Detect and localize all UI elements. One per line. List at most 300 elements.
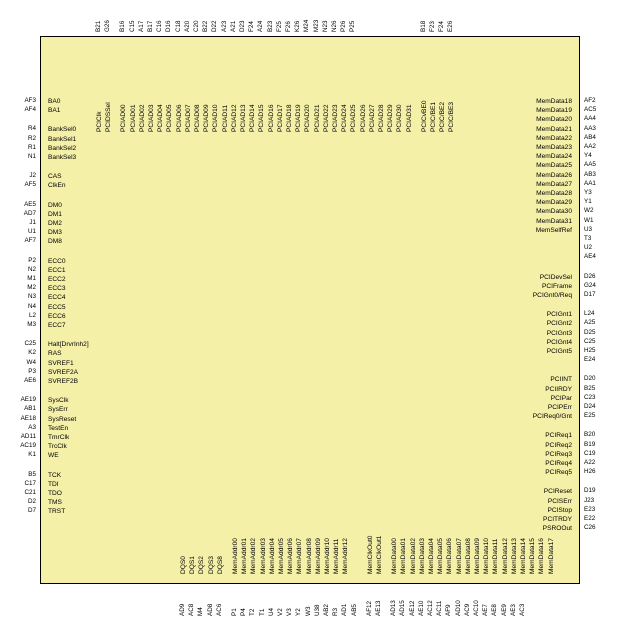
- signal-label: ECC2: [48, 276, 66, 283]
- signal-label: TDI: [48, 480, 59, 488]
- pin-code: B23: [266, 20, 274, 32]
- signal-label: BankSel1: [48, 135, 77, 143]
- pin-code: D19: [584, 487, 596, 495]
- pin-code: AE12: [408, 600, 416, 616]
- signal-label: RAS: [48, 350, 62, 358]
- signal-label: PCIStop: [547, 506, 572, 514]
- pin-code: F23: [429, 21, 436, 32]
- pin-code: AE5: [24, 200, 36, 208]
- pin-code: C15: [128, 20, 136, 32]
- pin-code: AC11: [436, 600, 444, 616]
- pin-code: C19: [584, 449, 596, 457]
- pin-code: AC10: [473, 600, 480, 616]
- signal-label: MemData05: [437, 538, 445, 574]
- pin-code: M23: [312, 19, 320, 32]
- pin-code: U3: [584, 225, 593, 233]
- signal-label: PCIAD02: [138, 104, 146, 132]
- pin-code: B17: [147, 20, 154, 32]
- signal-label: MemData19: [536, 107, 572, 115]
- signal-label: MemSelfRef: [535, 226, 572, 234]
- pin-code: AA2: [584, 143, 596, 150]
- signal-label: MemData29: [536, 199, 572, 207]
- pin-code: AE8: [491, 604, 499, 616]
- signal-label: TMS: [48, 499, 62, 507]
- pin-code: K26: [294, 20, 302, 32]
- signal-label: PCIDSSel: [105, 102, 113, 132]
- signal-label: MemAddr00: [232, 538, 239, 574]
- pin-code: AD11: [20, 433, 36, 440]
- signal-label: ECC1: [48, 266, 66, 274]
- pin-code: B5: [28, 470, 36, 478]
- signal-label: ECC7: [48, 322, 66, 329]
- pin-code: N2: [27, 265, 36, 273]
- pin-code: AF4: [24, 106, 36, 114]
- pin-code: D24: [584, 403, 596, 410]
- signal-label: PCIAD05: [166, 104, 174, 132]
- signal-label: SVREF2B: [48, 378, 79, 385]
- signal-label: MemData08: [464, 538, 472, 574]
- pin-code: AE10: [417, 600, 425, 616]
- signal-label: MemAddr09: [314, 538, 322, 574]
- signal-label: DM3: [48, 229, 62, 237]
- pin-code: AE13: [375, 600, 382, 616]
- pin-code: B20: [584, 431, 596, 439]
- pin-code: C20: [193, 20, 200, 32]
- pin-code: U4: [267, 607, 275, 616]
- signal-label: PCIDevSel: [539, 273, 572, 281]
- signal-label: PCIC/BE3: [448, 101, 456, 132]
- signal-label: BankSel0: [48, 126, 77, 134]
- pin-code: Y4: [584, 152, 592, 160]
- signal-label: MemData12: [501, 538, 509, 574]
- pin-code: M4: [197, 607, 205, 616]
- signal-label: BankSel3: [48, 154, 77, 161]
- signal-label: TRST: [48, 508, 66, 516]
- signal-label: MemData04: [428, 538, 435, 574]
- pin-code: R1: [27, 143, 36, 151]
- signal-label: MemAddr05: [278, 538, 285, 574]
- pin-code: W1: [584, 216, 594, 224]
- signal-label: PCIAD04: [157, 104, 165, 132]
- signal-label: MemData24: [536, 153, 572, 161]
- signal-label: PCIClk: [96, 111, 103, 132]
- pin-code: AE6: [24, 377, 36, 384]
- pin-code: AD7: [23, 209, 36, 217]
- signal-label: PCIIRDY: [545, 385, 572, 393]
- signal-label: TDO: [48, 490, 62, 497]
- pin-code: D20: [584, 375, 596, 383]
- pin-code: AF3: [24, 97, 36, 104]
- pin-code: G24: [584, 281, 596, 289]
- signal-label: MemData17: [547, 538, 555, 574]
- pin-code: A25: [584, 319, 596, 327]
- signal-label: DQS2: [198, 556, 206, 574]
- pin-code: A23: [220, 20, 228, 32]
- pin-code: AB5: [350, 604, 358, 616]
- pin-code: A3: [28, 423, 36, 431]
- pin-code: N26: [331, 20, 338, 32]
- pin-code: N3: [27, 293, 36, 301]
- signal-label: PCISErr: [547, 497, 572, 505]
- signal-label: DM8: [48, 238, 62, 246]
- pin-code: AC9: [463, 603, 471, 616]
- signal-label: TestEn: [48, 424, 69, 432]
- signal-label: PCIAD22: [322, 104, 330, 132]
- pin-code: A20: [183, 20, 191, 32]
- signal-label: MemData30: [536, 208, 572, 216]
- pin-code: C21: [24, 489, 36, 496]
- pin-code: E26: [447, 20, 455, 32]
- signal-label: MemData26: [536, 171, 572, 179]
- pin-code: Y1: [584, 198, 592, 206]
- signal-label: MemData03: [418, 538, 426, 574]
- signal-label: PCICvBE0: [420, 100, 428, 132]
- signal-label: SysErr: [48, 406, 68, 414]
- pin-code: V2: [277, 608, 284, 616]
- pin-code: F25: [275, 21, 283, 32]
- pin-code: AD13: [390, 600, 398, 616]
- pin-code: C17: [24, 479, 36, 487]
- pin-code: AD15: [399, 600, 407, 616]
- signal-label: PCIAD27: [368, 104, 376, 132]
- pin-code: AE18: [20, 414, 36, 422]
- signal-label: DQS8: [216, 556, 224, 574]
- signal-label: PCIAD09: [203, 104, 211, 132]
- signal-label: MemClkOut0: [366, 535, 374, 574]
- pin-code: T3: [584, 235, 592, 242]
- pin-code: E23: [584, 505, 596, 513]
- pin-code: AC8: [188, 603, 196, 616]
- signal-label: MemClkOut1: [376, 535, 383, 574]
- pin-code: H26: [584, 468, 596, 476]
- pin-code: C23: [584, 393, 596, 401]
- signal-label: CAS: [48, 173, 62, 181]
- signal-label: PCIAD19: [295, 104, 303, 132]
- pin-code: C26: [584, 524, 596, 532]
- pin-code: U38: [313, 604, 321, 616]
- pin-code: AE7: [482, 604, 490, 616]
- pin-code: AE9: [500, 604, 508, 616]
- pin-code: AD8: [206, 603, 214, 616]
- signal-label: SVREF2A: [48, 368, 79, 376]
- pin-code: U1: [27, 228, 36, 236]
- pin-code: C25: [24, 340, 36, 348]
- signal-label: PCIGnt5: [546, 348, 572, 355]
- signal-label: MemData20: [536, 116, 572, 124]
- signal-label: PCIAD24: [341, 104, 349, 132]
- pin-code: AC5: [584, 106, 597, 114]
- pin-code: AE4: [584, 253, 596, 261]
- signal-label: MemData07: [455, 538, 463, 574]
- signal-label: MemData14: [520, 538, 527, 574]
- signal-label: ECC3: [48, 285, 66, 293]
- signal-label: PCIAD11: [221, 105, 229, 132]
- pin-code: AE19: [20, 396, 36, 404]
- signal-label: Halt[DrvrInh2]: [48, 341, 89, 349]
- signal-label: PCIAD29: [387, 104, 395, 132]
- signal-label: MemData15: [529, 538, 537, 574]
- signal-label: MemAddr08: [305, 538, 313, 574]
- signal-label: PCIPErr: [547, 404, 572, 411]
- signal-label: PCIAD28: [378, 104, 385, 132]
- pin-code: Y3: [584, 189, 592, 196]
- signal-label: ECC4: [48, 294, 66, 302]
- pin-code: C25: [584, 337, 596, 345]
- pin-code: N23: [321, 20, 329, 32]
- pin-code: K2: [28, 349, 36, 357]
- signal-label: PCIAD12: [230, 104, 238, 132]
- pin-code: F26: [285, 21, 292, 32]
- pin-code: AC3: [519, 603, 526, 616]
- pin-code: B22: [202, 20, 210, 32]
- signal-label: PCIFrame: [541, 282, 572, 290]
- signal-label: PCIAD08: [194, 104, 201, 132]
- signal-label: MemData11: [492, 538, 500, 574]
- signal-label: MemData13: [510, 538, 518, 574]
- pin-code: AF12: [365, 600, 373, 616]
- signal-label: SVREF1: [48, 359, 74, 367]
- signal-label: SysClk: [48, 397, 69, 405]
- pin-code: AA1: [584, 179, 596, 187]
- signal-label: MemData00: [391, 538, 399, 574]
- pin-code: V3: [286, 608, 294, 616]
- signal-label: PCIAD13: [240, 104, 247, 132]
- pin-code: B18: [419, 20, 427, 32]
- pin-code: L24: [584, 310, 595, 318]
- pin-code: AB2: [323, 604, 330, 616]
- pin-code: AD9: [179, 603, 186, 616]
- signal-label: MemData21: [536, 125, 572, 133]
- signal-label: MemData22: [536, 134, 572, 142]
- signal-label: PCIAD16: [267, 104, 275, 132]
- signal-label: PCIAD20: [304, 104, 312, 132]
- signal-label: PCIReq4: [545, 460, 572, 467]
- pin-code: D26: [584, 272, 596, 280]
- signal-label: PCIAD07: [184, 104, 192, 132]
- signal-label: PCIAD31: [405, 104, 413, 132]
- signal-label: MemAddr11: [333, 538, 341, 574]
- pin-code: N1: [27, 153, 36, 160]
- signal-label: PCIAD18: [286, 104, 293, 132]
- pin-code: W2: [584, 207, 594, 215]
- signal-label: DM0: [48, 201, 62, 209]
- signal-label: PCIAD01: [129, 104, 137, 132]
- pin-code: AC19: [20, 442, 36, 450]
- signal-label: PCIC/BE1: [430, 101, 437, 132]
- pin-code: E24: [584, 356, 596, 364]
- signal-label: MemData27: [536, 180, 572, 188]
- pin-code: P4: [240, 608, 248, 616]
- pin-code: B16: [119, 20, 127, 32]
- signal-label: MemData06: [446, 538, 454, 574]
- signal-label: PCIReset: [543, 488, 572, 496]
- pin-code: P3: [28, 367, 36, 375]
- pin-code: AA4: [584, 115, 596, 123]
- pin-code: AF2: [584, 97, 596, 104]
- pin-code: E25: [584, 412, 596, 420]
- pin-code: Y2: [295, 608, 303, 616]
- pin-code: C16: [156, 20, 164, 32]
- pin-code: AB4: [584, 133, 596, 141]
- pin-code: A21: [229, 20, 237, 32]
- pin-code: J23: [584, 496, 595, 504]
- pin-code: R3: [332, 607, 340, 616]
- pin-code: AB1: [24, 405, 36, 413]
- signal-label: MemAddr12: [342, 538, 350, 574]
- pin-code: B21: [95, 20, 102, 32]
- signal-label: PCITRDY: [543, 516, 572, 523]
- pin-code: J2: [29, 172, 36, 180]
- signal-label: ClkEn: [48, 182, 66, 190]
- signal-label: BankSel2: [48, 144, 77, 152]
- pin-code: B19: [584, 440, 596, 448]
- signal-label: PCIReq2: [545, 441, 572, 449]
- pin-code: AF9: [445, 604, 453, 616]
- signal-label: MemData09: [474, 538, 481, 574]
- pin-code: W4: [26, 358, 36, 366]
- signal-label: MemData16: [538, 538, 546, 574]
- signal-label: MemAddr10: [324, 538, 331, 574]
- signal-label: MemAddr03: [259, 538, 267, 574]
- signal-label: TCK: [48, 471, 62, 479]
- signal-label: ECC0: [48, 257, 66, 265]
- signal-label: PCIReq3: [545, 450, 572, 458]
- pin-code: C18: [174, 20, 182, 32]
- signal-label: PCIGnt0/Req: [532, 292, 572, 299]
- signal-label: MemData02: [409, 538, 417, 574]
- signal-label: PCIAD03: [148, 104, 155, 132]
- signal-label: MemData28: [536, 190, 572, 197]
- pin-code: B25: [584, 384, 596, 392]
- pin-code: A24: [257, 20, 265, 32]
- signal-label: PCIGnt1: [546, 311, 572, 319]
- signal-label: MemData23: [536, 144, 572, 151]
- pin-code: D23: [239, 20, 246, 32]
- signal-label: MemAddr04: [268, 538, 276, 574]
- signal-label: PCIAD30: [396, 104, 404, 132]
- signal-label: BA1: [48, 107, 61, 115]
- signal-label: MemData10: [483, 538, 491, 574]
- pin-code: M3: [27, 321, 36, 328]
- signal-label: MemData31: [536, 217, 572, 225]
- signal-label: DQS3: [207, 556, 215, 574]
- pin-code: L2: [28, 311, 36, 319]
- signal-label: PCIAD14: [249, 104, 257, 132]
- pin-code: P25: [349, 20, 357, 32]
- pin-code: A17: [137, 20, 145, 32]
- signal-label: MemData25: [536, 162, 572, 170]
- signal-label: MemData01: [400, 538, 408, 574]
- pin-code: U2: [584, 244, 593, 252]
- signal-label: PCIAD26: [359, 104, 367, 132]
- signal-label: PCIAD15: [258, 104, 266, 132]
- signal-label: PCIAD00: [120, 104, 128, 132]
- pin-code: AB3: [584, 170, 596, 178]
- pin-code: P2: [28, 256, 36, 264]
- pin-code: T2: [249, 608, 257, 616]
- signal-label: DM2: [48, 220, 62, 227]
- signal-label: PCIPar: [550, 394, 572, 402]
- signal-label: PCIGnt2: [546, 320, 572, 328]
- signal-label: ECC5: [48, 303, 66, 311]
- signal-label: PSROOut: [542, 525, 572, 533]
- pin-code: D22: [211, 20, 219, 32]
- pin-code: F24: [438, 21, 446, 32]
- signal-label: MemAddr06: [287, 538, 295, 574]
- signal-label: PCIReq1: [545, 432, 572, 440]
- pin-code: AA5: [584, 161, 596, 169]
- signal-label: MemAddr07: [296, 538, 304, 574]
- pin-code: D2: [27, 498, 36, 506]
- pin-code: D25: [584, 328, 596, 336]
- signal-label: PCIAD17: [276, 104, 284, 132]
- pin-code: AF7: [24, 237, 36, 245]
- signal-label: PCIINT: [550, 376, 572, 384]
- pin-code: R4: [27, 125, 36, 133]
- pin-code: AF5: [24, 181, 36, 189]
- signal-label: MemAddr02: [250, 538, 258, 574]
- pin-code: E22: [584, 515, 596, 522]
- pin-code: A22: [584, 459, 596, 466]
- pin-code: F24: [248, 21, 256, 32]
- signal-label: TrcClk: [48, 443, 67, 451]
- signal-label: ECC6: [48, 312, 66, 320]
- pin-code: M24: [303, 19, 311, 32]
- signal-label: WE: [48, 452, 59, 460]
- signal-label: DQS0: [180, 556, 187, 574]
- signal-label: MemAddr01: [241, 538, 249, 574]
- pin-code: T1: [258, 608, 266, 616]
- pin-code: P1: [231, 608, 238, 616]
- signal-label: PCIAD23: [332, 104, 339, 132]
- pin-code: G26: [104, 20, 112, 32]
- pin-code: AD10: [454, 600, 462, 616]
- pin-code: AA3: [584, 124, 596, 132]
- pin-code: D16: [165, 20, 173, 32]
- pin-code: AE3: [509, 604, 517, 616]
- pin-code: K1: [28, 451, 36, 459]
- signal-label: BA0: [48, 98, 61, 105]
- pin-code: N4: [27, 302, 36, 310]
- signal-label: PCIGnt3: [546, 329, 572, 337]
- pin-code: AC12: [427, 600, 434, 616]
- pin-code: W3: [304, 606, 312, 616]
- signal-label: MemData18: [536, 98, 572, 105]
- signal-label: DQS1: [189, 556, 197, 574]
- pin-code: J1: [29, 219, 36, 226]
- pin-code: H25: [584, 347, 596, 354]
- pin-code: AC6: [215, 603, 223, 616]
- signal-label: PCIGnt4: [546, 338, 572, 346]
- signal-label: DM1: [48, 210, 62, 218]
- signal-label: PCIReq5: [545, 469, 572, 477]
- pin-code: D7: [27, 507, 36, 515]
- signal-label: PCIAD21: [313, 104, 321, 132]
- signal-label: PCIAD10: [212, 104, 220, 132]
- signal-label: TmrClk: [48, 434, 70, 441]
- pin-code: M2: [27, 284, 36, 292]
- signal-label: SysReset: [48, 415, 77, 423]
- pin-code: P26: [340, 20, 348, 32]
- pin-code: AD1: [341, 603, 349, 616]
- pin-code: D17: [584, 291, 596, 298]
- signal-label: PCIAD25: [350, 104, 358, 132]
- pin-code: M1: [27, 275, 36, 282]
- signal-label: PCIReq0/Gnt: [532, 413, 572, 421]
- signal-label: PCIAD06: [175, 104, 183, 132]
- signal-label: PCIC/BE2: [439, 101, 447, 132]
- pin-code: R2: [27, 134, 36, 142]
